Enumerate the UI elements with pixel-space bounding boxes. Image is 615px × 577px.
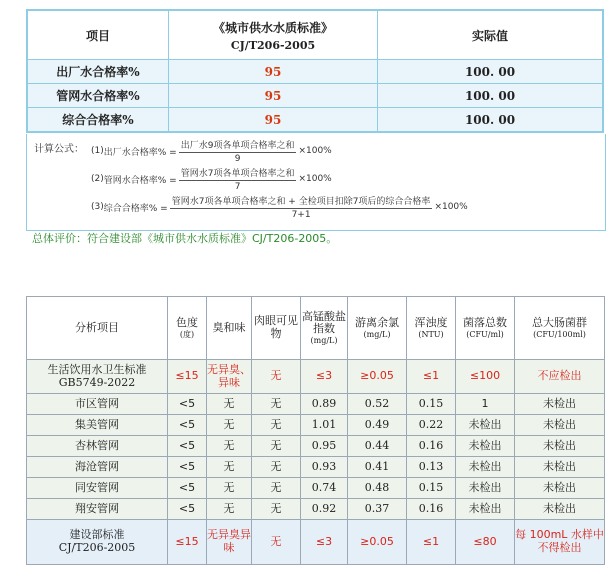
formula-3 [91,194,468,220]
table-row [27,499,605,520]
cell: 无异臭、异味 [207,360,252,394]
formula-tail: ×100% [298,174,332,184]
cell: 0.93 [301,457,348,478]
col-header-name: 肉眼可见物 [254,314,298,340]
formula-label: 计算公式： [34,144,84,155]
col-header [207,297,252,360]
cell: ≤1 [407,360,456,394]
cell: 0.49 [348,415,407,436]
col-header-unit: (mg/L) [310,336,338,346]
cell: 无 [252,415,301,436]
row-standard: 95 [169,84,378,108]
cell: 未检出 [515,478,605,499]
col-header-name: 菌落总数 [463,316,507,330]
analysis-table [26,296,605,565]
cell: 无 [207,394,252,415]
formula-fraction [170,194,433,220]
formula-denominator: 7+1 [291,210,311,220]
summary-row [27,108,603,133]
row-standard: 95 [169,108,378,133]
cell: 无 [252,499,301,520]
col-header [348,297,407,360]
cell: 未检出 [515,499,605,520]
cell: <5 [168,457,207,478]
col-header-unit: (NTU) [418,329,444,339]
table-row [27,394,605,415]
formula-lhs: 综合合格率% = [103,203,168,214]
cell: 0.95 [301,436,348,457]
col-header-name: 色度 [176,316,198,330]
cell: <5 [168,478,207,499]
row-item: 综合合格率% [27,108,169,133]
row-item: 出厂水合格率% [27,60,169,84]
col-header-name: 分析项目 [75,320,119,334]
analysis-header-row [27,297,605,360]
cell: ≤3 [301,520,348,565]
cell: 无 [252,360,301,394]
cell: 未检出 [515,436,605,457]
cell: ≥0.05 [348,360,407,394]
cell: 未检出 [456,457,515,478]
formula-fraction [179,166,297,192]
row-name: 市区管网 [27,394,168,415]
formula-tail: ×100% [434,202,468,212]
cell: 0.44 [348,436,407,457]
col-header [252,297,301,360]
cell: 0.92 [301,499,348,520]
cell: 0.22 [407,415,456,436]
cell: 0.13 [407,457,456,478]
col-header-unit: (mg/L) [363,329,391,339]
cell: ≤80 [456,520,515,565]
formula-index: (1) [91,146,104,156]
cell: 未检出 [456,415,515,436]
cell: 每 100mL 水样中不得检出 [515,520,605,565]
formula-lhs: 出厂水合格率% = [103,147,177,158]
cell: 无 [252,394,301,415]
formula-box [26,134,606,231]
cell: <5 [168,415,207,436]
cell: 未检出 [515,415,605,436]
row-standard: 95 [169,60,378,84]
cell: 0.89 [301,394,348,415]
row-name: 杏林管网 [27,436,168,457]
cell: 无 [252,457,301,478]
cell: 0.48 [348,478,407,499]
col-header [515,297,605,360]
summary-table [26,9,604,133]
col-header-unit: (度) [179,329,195,339]
col-header-name: 总大肠菌群 [532,316,587,330]
col-header-name: 浑浊度 [414,316,448,330]
cell: 未检出 [456,478,515,499]
cell: 未检出 [515,394,605,415]
formula-fraction [179,138,297,164]
cell: 1 [456,394,515,415]
col-header-name: 高锰酸盐指数 [302,309,346,336]
summary-row [27,84,603,108]
row-name-text: 生活饮用水卫生标准 [47,362,147,376]
row-name [27,520,168,565]
row-name: 集美管网 [27,415,168,436]
cell: 无 [207,457,252,478]
cell: 0.15 [407,478,456,499]
col-header-name: 游离余氯 [355,316,399,330]
cell: ≤15 [168,520,207,565]
header-item: 项目 [27,10,169,60]
col-header-unit: (CFU/ml) [466,329,504,339]
formula-denominator: 9 [234,154,241,164]
cell: ≤1 [407,520,456,565]
row-actual: 100. 00 [378,60,604,84]
cell: 不应检出 [515,360,605,394]
formula-numerator: 管网水7项各单项合格率之和 + 全检项目扣除7项后的综合合格率 [170,194,433,209]
cell: 0.16 [407,436,456,457]
cell: <5 [168,436,207,457]
col-header-unit: (CFU/100ml) [533,329,586,339]
row-code-text: GB5749-2022 [58,375,136,389]
cell: 未检出 [515,457,605,478]
cell: ≤100 [456,360,515,394]
col-header [456,297,515,360]
formula-numerator: 管网水7项各单项合格率之和 [179,166,297,181]
cell: 0.37 [348,499,407,520]
cell: ≤15 [168,360,207,394]
formula-lhs: 管网水合格率% = [103,175,177,186]
col-header [301,297,348,360]
formula-1 [91,138,332,164]
cell: 无 [207,415,252,436]
formula-numerator: 出厂水9项各单项合格率之和 [179,138,297,153]
cell: 0.74 [301,478,348,499]
header-actual: 实际值 [378,10,604,60]
formula-index: (2) [91,174,104,184]
cell: ≤3 [301,360,348,394]
gb-standard-row [27,360,605,394]
cell: 未检出 [456,499,515,520]
col-header [168,297,207,360]
row-actual: 100. 00 [378,84,604,108]
cell: 无 [252,436,301,457]
table-row [27,436,605,457]
header-standard [169,10,378,60]
cell: 无异臭异味 [207,520,252,565]
summary-row [27,60,603,84]
row-code-text: CJ/T206-2005 [58,541,136,554]
cell: 无 [252,520,301,565]
cell: 无 [207,478,252,499]
col-header [407,297,456,360]
cell: 无 [207,499,252,520]
overall-value: 符合建设部《城市供水水质标准》CJ/T206-2005。 [87,232,338,245]
cell: 无 [207,436,252,457]
row-actual: 100. 00 [378,108,604,133]
cell: <5 [168,394,207,415]
formula-2 [91,166,332,192]
cell: 0.16 [407,499,456,520]
cell: 无 [252,478,301,499]
row-name: 海沧管网 [27,457,168,478]
overall-evaluation [32,230,337,246]
standard-code: CJ/T206-2005 [230,38,316,52]
cell: <5 [168,499,207,520]
overall-label: 总体评价： [32,232,87,245]
row-item: 管网水合格率% [27,84,169,108]
row-name: 同安管网 [27,478,168,499]
row-name [27,360,168,394]
col-header-name: 臭和味 [212,320,246,334]
cell: 0.41 [348,457,407,478]
standard-name: 《城市供水水质标准》 [212,20,333,35]
cell: 0.15 [407,394,456,415]
table-row [27,415,605,436]
formula-index: (3) [91,202,104,212]
formula-tail: ×100% [298,146,332,156]
summary-header-row [27,10,603,60]
row-name: 翔安管网 [27,499,168,520]
cell: ≥0.05 [348,520,407,565]
table-row [27,457,605,478]
formula-denominator: 7 [234,182,241,192]
cell: 未检出 [456,436,515,457]
cell: 0.52 [348,394,407,415]
col-header [27,297,168,360]
table-row [27,478,605,499]
cell: 1.01 [301,415,348,436]
ministry-standard-row [27,520,605,565]
row-name-text: 建设部标准 [69,528,125,542]
